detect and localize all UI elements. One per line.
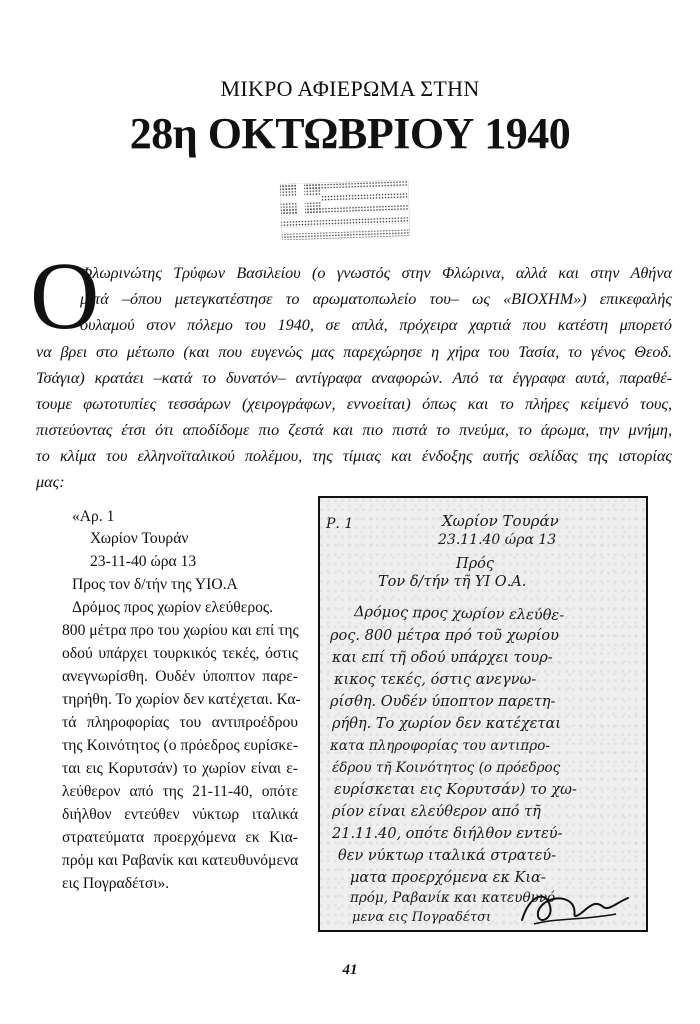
- manuscript-line: Δρόμος προς χωρίον ελεύθε-: [353, 604, 565, 624]
- intro-line: μας:: [36, 473, 65, 491]
- manuscript-line: Ρ. 1: [326, 516, 354, 532]
- transcript-line: τηρήθη. Το χωρίον δεν κατέχεται. Κα-: [62, 691, 301, 708]
- intro-line: Φλωρινώτης Τρύφων Βασιλείου (ο γνωστός στην Φλώρινα, αλλά και στην Αθήνα: [80, 264, 672, 282]
- transcript-line: λεύθερον από της 21-11-40, οπότε: [62, 783, 298, 800]
- manuscript-line: έδρου τῆ Κοινότητος (ο πρόεδρος: [332, 760, 561, 776]
- transcript-line: 800 μέτρα προ του χωρίου και επί της: [62, 622, 299, 639]
- intro-line: Τσάγια) κρατάει –κατά το δυνατόν– αντίγραφα αναφορών. Από τα έγγραφα αυτά, παραθέ-: [36, 369, 672, 387]
- intro-line: τουμε φωτοτυπίες τεσσάρων (χειρογράφων, εννοείται) όπως και το πλήρες κείμενό τους,: [36, 395, 672, 413]
- transcript-line: εις Πογραδέτσι».: [62, 875, 170, 892]
- manuscript-line: Χωρίον Τουράν: [442, 512, 559, 530]
- manuscript-line: 21.11.40, οπότε διήλθον εντεύ-: [332, 826, 563, 842]
- intro-line: ουλαμού στον πόλεμο του 1940, σε απλά, πρόχειρα χαρτιά που κατέστη μπορετό: [80, 316, 672, 334]
- manuscript-line: ρίσθη. Ουδέν ύποπτον παρετη-: [330, 694, 556, 710]
- manuscript-line: Πρός: [456, 556, 495, 572]
- page-title: 28η ΟΚΤΩΒΡΙΟΥ 1940: [129, 109, 571, 158]
- transcript-line: «Αρ. 1: [72, 508, 115, 525]
- transcript-line: ανεγνωρίσθη. Ουδέν ύποπτον παρε-: [62, 668, 298, 685]
- manuscript-line: κατα πληροφορίας του αντιπρο-: [330, 738, 550, 754]
- manuscript-line: και επί τῆ οδού υπάρχει τουρ-: [332, 650, 553, 666]
- manuscript-photo: [318, 496, 648, 932]
- manuscript-line: Τον δ/τήν τῆ ΥΙ Ο.Α.: [378, 574, 527, 590]
- transcript-line: Χωρίον Τουράν: [90, 530, 189, 547]
- transcript-line: 23-11-40 ώρα 13: [90, 553, 197, 570]
- manuscript-line: ρος. 800 μέτρα πρό τοῦ χωρίου: [330, 628, 559, 644]
- intro-line: να βρει στο μέτωπο (και που ευγενώς μας παρεχώρησε η χήρα του Τασία, το γένος Θεοδ.: [36, 343, 672, 361]
- manuscript-line: ευρίσκεται εις Κορυτσάν) το χω-: [334, 782, 577, 798]
- intro-line: μετά –όπου μετεγκατέστησε το αρωματοπωλείο του– ως «ΒΙΟΧΗΜ») επικεφαλής: [80, 290, 672, 308]
- intro-line: πιστεύοντας έτσι ότι αποδίδομε πιο ζεστά και πιο πιστά το πνεύμα, το άρωμα, την μνήμη,: [36, 421, 672, 439]
- transcript-line: πρόμ και Ραβανίκ και κατευθυνόμενα: [62, 852, 299, 869]
- manuscript-line: πρόμ, Ραβανίκ και κατευθυνό-: [350, 890, 560, 906]
- transcript-line: στρατεύματα προερχόμενα εκ Κια-: [62, 829, 298, 846]
- intro-line: το κλίμα του ελληνοϊταλικού πολέμου, της τίμιας και ένδοξης αυτής σελίδας της ιστορίας: [36, 447, 672, 465]
- drop-cap: Ο: [30, 242, 100, 349]
- manuscript-line: θεν νύκτωρ ιταλικά στρατεύ-: [338, 848, 557, 864]
- greek-flag-icon: [277, 180, 413, 240]
- manuscript-line: μενα εις Πογραδέτσι: [352, 910, 492, 925]
- section-kicker: ΜΙΚΡΟ ΑΦΙΕΡΩΜΑ ΣΤΗΝ: [220, 76, 480, 101]
- greek-flag-image: [277, 180, 413, 240]
- transcript-line: διήλθον εντεύθεν νύκτωρ ιταλικά: [62, 806, 298, 823]
- manuscript-line: ρήθη. Το χωρίον δεν κατέχεται: [332, 716, 561, 732]
- transcript-line: ται εις Κορυτσάν) το χωρίον είναι ε-: [62, 760, 298, 777]
- transcript-line: της Κοινότητος (ο πρόεδρος ευρίσκε-: [62, 737, 298, 754]
- manuscript-line: 23.11.40 ώρα 13: [438, 532, 557, 548]
- transcript-line: τά πληροφορίας του αντιπροέδρου: [62, 714, 298, 731]
- signature-image: [516, 884, 636, 930]
- transcript-line: οδού υπάρχει τουρκικός τεκές, όστις: [62, 645, 298, 662]
- page-number: 41: [342, 962, 358, 978]
- manuscript-line: ματα προερχόμενα εκ Κια-: [350, 870, 546, 886]
- manuscript-line: ρίον είναι ελεύθερον από τῆ: [332, 804, 541, 820]
- manuscript-line: κικος τεκές, όστις ανεγνω-: [334, 672, 537, 688]
- transcript-line: Δρόμος προς χωρίον ελεύθερος.: [72, 599, 273, 616]
- transcript-line: Προς τον δ/τήν της ΥΙΟ.Α: [72, 576, 238, 593]
